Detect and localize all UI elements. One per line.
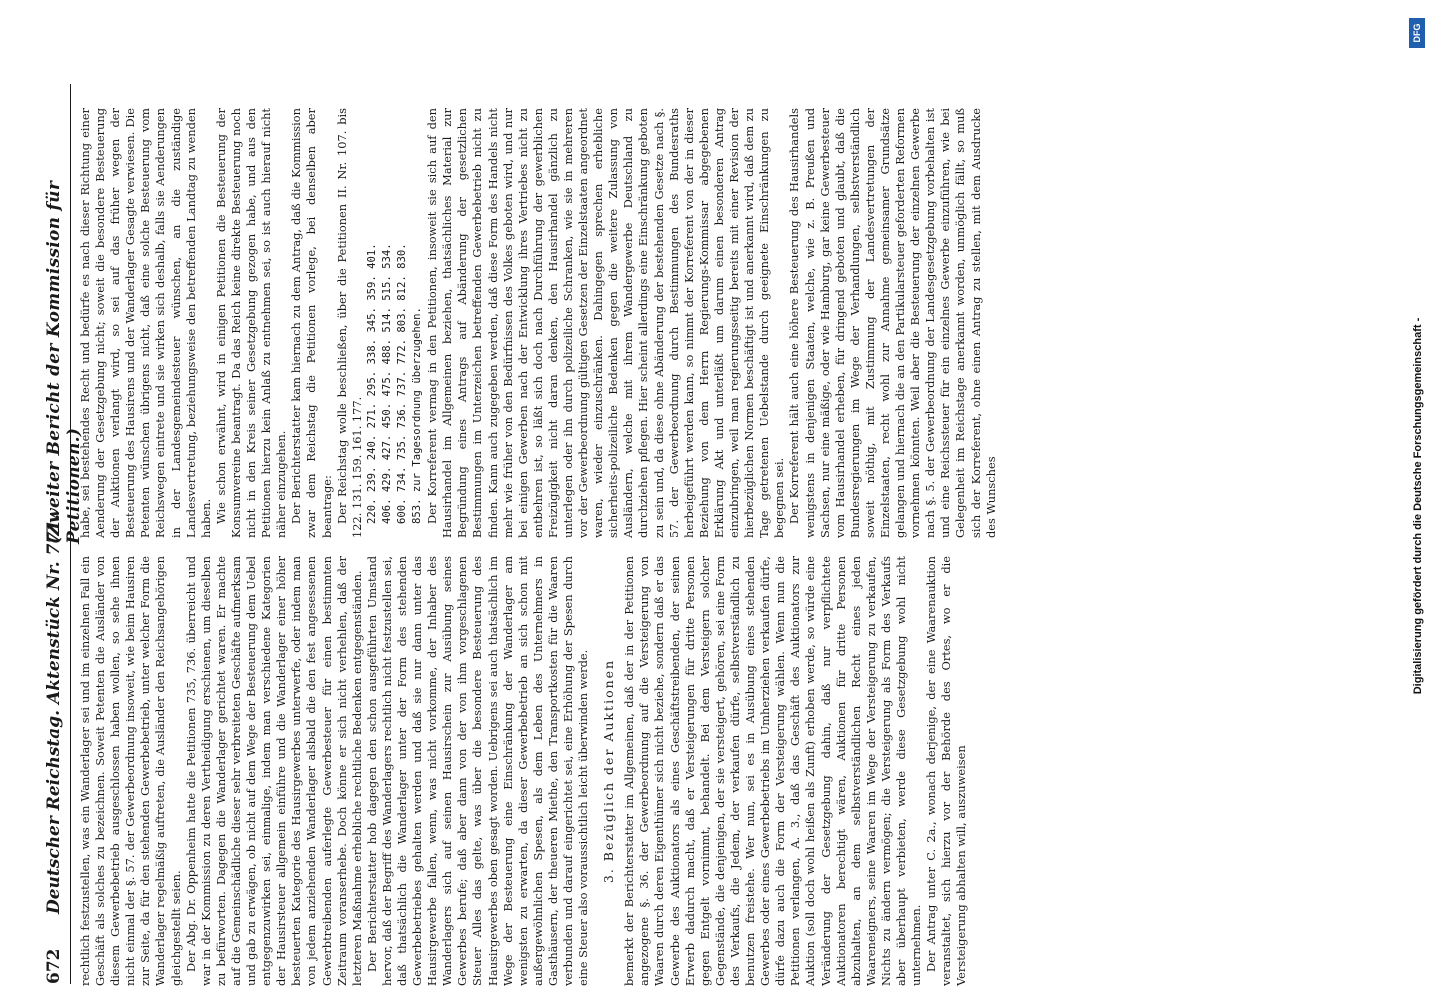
- paragraph: Der Berichterstatter kam hiernach zu dem Antrag, daß die Kommission zwar dem Reichstag die Petitionen vorlege, bei denselben aber beantrage:: [289, 108, 334, 538]
- page-number: 672: [44, 948, 64, 984]
- paragraph: Der Berichterstatter hob dagegen den schon ausgeführten Umstand hervor, daß der Begriff des Wanderlagers rechtlich nicht festzustellen sei, daß thatsächlich die Wanderlager unter der Form des stehenden Gewerbebetriebes gehalten werden und daß sie nur dann unter das Hausirgewerbe fallen, wenn, was nicht vorkomme, der Inhaber des Wanderlagers sich auf seinen Hausirschein zur Ausübung seines Gewerbes berufe; daß aber dann von der von ihm vorgeschlagenen Steuer Alles das gelte, was über die besondere Besteuerung des Hausirgewerbes oben gesagt worden. Uebrigens sei auch thatsächlich im Wege der Besteuerung eine Einschränkung der Wanderlager am wenigsten zu erwarten, da dieser Gewerbebetrieb an sich schon mit außergewöhnlichen Spesen, als dem Leben des Unternehmers in Gasthäusern, der theueren Miethe, den Transportkosten für die Waaren verbunden und darauf eingerichtet sei, eine Erhöhung der Spesen durch eine Steuer also voraussichtlich leicht überwinden werde.: [364, 556, 591, 986]
- paragraph: Der Korreferent vermag in den Petitionen, insoweit sie sich auf den Hausirhandel im Allgemeinen beziehen, thatsächliches Material zur Begründung eines Antrags auf Abänderung der gesetzlichen Bestimmungen im Unterzeichen betreffenden Gewerbebetrieb nicht zu finden. Kann auch zugegeben werden, daß diese Form des Handels nicht mehr wie früher von den Bedürfnissen des Volkes geboten wird, und nur bei einigen Gewerben nach der Entwicklung ihres Vertriebes nicht zu entbehren ist, so läßt sich doch nach Durchführung der gewerblichen Freizügigkeit nicht daran denken, den Hausirhandel gänzlich zu unterlegen oder ihn durch polizeiliche Schranken, wie sie in mehreren vor der Gewerbeordnung gültigen Gesetzen der Einzelstaaten angeordnet waren, wieder einzuschränken. Dahingegen sprechen erhebliche sicherheits-polizeiliche Bedenken gegen die weitere Zulassung von Ausländern, welche mit ihrem Wandergewerbe Deutschland zu durchziehen pflegen. Hier scheint allerdings eine Einschränkung geboten zu sein und, da diese ohne Abänderung der bestehenden Gesetze nach §. 57. der Gewerbeordnung durch Bestimmungen des Bundesraths herbeigeführt werden kann, so nimmt der Korreferent von der in dieser Beziehung von dem Herrn Regierungs-Kommissar abgegebenen Erklärung Akt und unterläßt um darum einen besonderen Antrag einzubringen, weil man regierungsseitig bereits mit einer Revision der hierbezüglichen Normen beschäftigt ist und anerkannt wird, daß dem zu Tage getretenen Uebelstande durch geeignete Einschränkungen zu begegnen sei.: [425, 108, 787, 538]
- running-title-left: Deutscher Reichstag. Aktenstück Nr. 771.: [44, 513, 64, 914]
- page-header: [40, 84, 84, 984]
- petition-numbers: 853. zur Tagesordnung überzugehen.: [411, 307, 424, 524]
- text-column-right: [78, 108, 999, 538]
- paragraph: Der Korreferent hält auch eine höhere Besteuerung des Hausirhandels wenigstens in denjenigen Staaten, welche, wie z. B. Preußen und Sachsen, nur eine mäßige, oder wie Hamburg, gar keine Gewerbesteuer vom Hausirhandel erheben, für dringend geboten und glaubt, daß die Bundesregierungen im Wege der Verhandlungen, selbstverständlich soweit nöthig, mit Zustimmung der Landesvertretungen der Einzelstaaten, recht wohl zur Annahme gemeinsamer Grundsätze gelangen und hiernach die an den Partikularsteuer geforderten Reformen vornehmen könnten. Weil aber die Besteuerung der einzelnen Gewerbe nach §. 5. der Gewerbeordnung der Landesgesetzgebung vorbehalten ist und eine Reichssteuer für ein einzelnes Gewerbe einzuführen, wie bei Gelegenheit im Reichstage anerkannt worden, unmöglich fällt, so muß sich der Korreferent, ohne einen Antrag zu stellen, mit dem Ausdrucke des Wunsches: [787, 108, 998, 538]
- dfg-logo: [1409, 18, 1425, 48]
- petition-numbers: 600. 734. 735. 736. 737. 772. 803. 812. 830.: [395, 243, 408, 524]
- paragraph: bemerkt der Berichterstatter im Allgemeinen, daß der in der Petitionen angezogene §. 36. der Gewerbeordnung auf die Versteigerung von Waaren durch deren Eigenthümer sich nicht beziehe, sondern daß er das Gewerbe des Auktionators als eines Geschäftstreibenden, der seinen Erwerb dadurch macht, daß er Versteigerungen für dritte Personen gegen Entgelt vornimmt, behandelt. Bei dem Versteigern solcher Gegenstände, die denjenigen, der sie versteigert, gehören, sei eine Form des Verkaufs, die Jedem, der verkaufen dürfe, selbstverständlich zu benutzen freistehe. Wer nun, sei es in Ausübung eines stehenden Gewerbes oder eines Gewerbebetriebs im Umherziehen verkaufen dürfe, dürfe dazu auch die Form der Versteigerung wählen. Wenn nun die Petitionen verlangen, A. 3., daß das Geschäft des Auktionators zur Auktion (soll doch wohl heißen als Zunft) erhoben werde, so würde eine Veränderung der Gesetzgebung dahin, daß nur verpflichtete Auktionatoren berechtigt wären, Auktionen für dritte Personen abzuhalten, an dem selbstverständlichen Recht eines jeden Waareneigners, seine Waaren im Wege der Versteigerung zu verkaufen, Nichts zu ändern vermögen; die Versteigerung als Form des Verkaufs aber überhaupt verbieten, werde diese Gesetzgebung wohl nicht unternehmen.: [622, 556, 924, 986]
- paragraph: habe, sei bestehendes Recht und bedürfe es nach dieser Richtung einer Aenderung der Gesetzgebung nicht; soweit die besondere Besteuerung der Auktionen verlangt wird, so sei auf das früher wegen der Besteuerung des Hausirens und der Wanderlager Gesagte verwiesen. Die Petenten wünschen übrigens nicht, daß eine solche Besteuerung vom Reichswegen eintrete und sie wirken sich deshalb, falls sie Aenderungen in der Landesgemeindesteuer wünschen, an die zuständige Landesvertretung, beziehungsweise den betreffenden Landtag zu wenden haben.: [78, 108, 213, 538]
- motion-text: Der Reichstag wolle beschließen, über die Petitionen II. Nr. 107. bis 122. 131. 159. 161. 177.: [334, 108, 364, 538]
- petition-numbers: 220. 239. 240. 271. 295. 338. 345. 359. 401.: [365, 243, 378, 524]
- paragraph: rechtlich festzustellen, was ein Wanderlager sei und im einzelnen Fall ein Geschäft als solches zu bezeichnen. Soweit Petenten die Ausländer von diesem Gewerbebetrieb ausgeschlossen haben wollen, so sehe ihnen nicht einmal der §. 57. der Gewerbeordnung insoweit, wie beim Hausiren zur Seite, da für den stehenden Gewerbebetrieb, unter welcher Form die Wanderlager regelmäßig auftreten, die Ausländer den Reichsangehörigen gleichgestellt seien.: [78, 556, 183, 986]
- running-title-right: (Zweiter Bericht der Kommission für Petitionen.): [44, 180, 84, 544]
- dfg-credit-text: Digitalisierung gefördert durch die Deutsche Forschungsgemeinschaft -: [1412, 317, 1424, 695]
- petition-numbers: 406. 429. 427. 450. 475. 488. 514. 515. 534.: [380, 243, 393, 524]
- dfg-logo-label: DFG: [1412, 23, 1422, 43]
- paragraph: Der Antrag unter C. 2a., wonach derjenige, der eine Waarenauktion veranstaltet, sich hierzu vor der Behörde des Ortes, wo er die Versteigerung abhalten will, auszuweisen: [924, 556, 969, 986]
- paragraph: Der Abg. Dr. Oppenheim hatte die Petitionen 735, 736. überreicht und war in der Kommission zu deren Vertheidigung erschienen, um dieselben zu befürworten. Dagegen die Wanderlager gerichtet waren. Er machte auf die Gemeinschädliche dieser sehr verbreiteten Geschäfte aufmerksam und gab zu erwägen, ob nicht auf dem Wege der Besteuerung dem Uebel entgegenzuwirken sei, einmalige, indem man verschiedene Kategorien der Hausirsteuer allgemein einführe und die Wanderlager einer höher besteuerten Kategorie des Hausirgewerbes unterwerfe, oder indem man von jedem anziehenden Wanderlager alsbald die den fest angesessenen Gewerbtreibenden auferlegte Gewerbesteuer für einen bestimmten Zeitraum voranserhebe. Doch könne er sich nicht verhehlen, daß der letzteren Maßnahme erhebliche rechtliche Bedenken entgegenständen.: [183, 556, 364, 986]
- section-heading: 3. Bezüglich der Auktionen: [601, 658, 617, 884]
- text-column-left: [78, 556, 969, 986]
- paragraph: Wie schon erwähnt, wird in einigen Petitionen die Besteuerung der Konsumvereine beantragt. Da das Reich keine direkte Besteuerung noch nicht in den Kreis seiner Gesetzgebung gezogen habe, und aus den Petitionen hierzu kein Anlaß zu entnehmen sei, so ist auch hierauf nicht näher einzugehen.: [213, 108, 289, 538]
